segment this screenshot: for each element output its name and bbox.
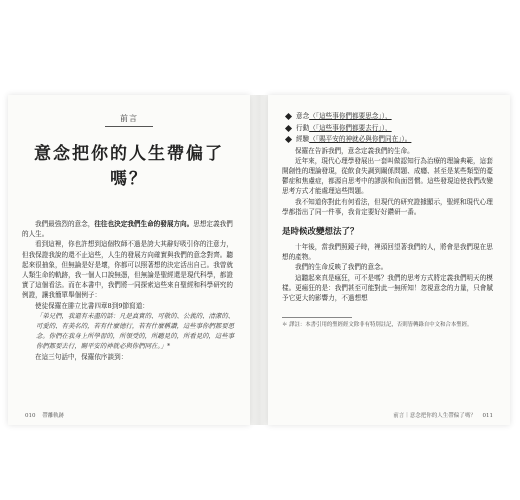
right-page-number: 011 [482, 413, 493, 419]
paragraph-1-start: 我們最強烈的意念， [35, 220, 95, 228]
right-paragraph-6: 這聽起來真是瘋狂，可不是嗎？我們的思考方式將定義我們明天的模樣。更瘋狂的是：我們甚至可能對此一無所知！忽視意念的力量，只會賦予它更大的影響力，不過想想 [282, 273, 493, 302]
paragraph-4: 在這三句話中，保羅依序談到： [35, 352, 128, 361]
left-running-head: 帶離軌跡 [42, 413, 65, 419]
scripture-quote [22, 311, 236, 352]
book-gutter [250, 95, 268, 425]
paragraph-1-emphasis: 往往也決定我們生命的發展方向。 [94, 220, 194, 228]
diamond-bullet-icon [285, 124, 292, 131]
paragraph-1-end: 思想定義我們的人生。 [22, 220, 233, 239]
list-item [282, 111, 496, 123]
chapter-divider [105, 126, 153, 127]
list-item-label: 經驗 [296, 135, 310, 143]
footnote: ＊ 譯註：本書引用的聖經經文除非有特別註記，否則皆轉錄自中文和合本聖經。 [282, 322, 473, 329]
section-heading: 是時候改變想法了？ [282, 226, 359, 237]
right-paragraph-2 [282, 156, 496, 197]
diamond-bullet-icon [285, 136, 292, 143]
right-page [268, 95, 510, 425]
paragraph-3: 使徒保羅在腓立比書四章8到9節寫道： [35, 301, 149, 310]
right-folio [393, 411, 498, 419]
paragraph-1 [22, 219, 236, 239]
list-item-label: 行動 [296, 123, 310, 132]
list-item-text: （「賜平安的神就必與你們同在」）。 [309, 135, 412, 143]
footnote-divider [282, 317, 352, 318]
triad-list [282, 111, 496, 146]
chapter-title: 意念把你的人生帶偏了嗎？ [34, 144, 224, 189]
left-folio [20, 411, 64, 419]
footnote-marker: * [167, 342, 171, 351]
right-paragraph-2-end: 這些發現迫使我們改變思考方式才能處理這些問題。 [282, 177, 493, 196]
scripture-quote-text: 「弟兄們，我還有未盡的話：凡是真實的、可敬的、公義的、清潔的、可愛的、有美名的，若有什麼德行，若有什麼稱讚，這些事你們都要思念。你們在我身上所學習的，所領受的，所聽見的，所看見的，這些事你們都要去行，賜平安的神就必與你們同在。」 [36, 311, 235, 351]
list-item-label: 意念 [296, 112, 310, 120]
right-paragraph-3: 我不知道你對此有何看法，但現代的研究證據顯示，聖經和現代心理學都指出了同一件事，我肯定要好好鑽研一番。 [282, 197, 493, 216]
left-page-number: 010 [25, 413, 36, 419]
right-paragraph-1: 保羅在告訴我們，意念定義我們的生命。 [295, 146, 414, 155]
chapter-label: 前言 [120, 114, 138, 123]
list-item-text: （「這些事你們都要去行」）， [309, 123, 392, 132]
left-page-content [22, 113, 236, 362]
left-page [8, 95, 250, 425]
right-running-head: 前言｜意念把你的人生帶偏了嗎？ [393, 413, 476, 419]
right-paragraph-5: 我們的生命反映了我們的意念。 [295, 263, 388, 272]
right-paragraph-2-start: 近年來，現代心理學發展出一套叫做認知行為治療的理論典範，這套開創性的理論發現，從飲食失調到關係問題、成癮、甚至是某些類型的憂鬱症和焦慮症，都源自思考中的謬誤和負面習慣。 [282, 156, 493, 186]
list-item [282, 123, 496, 135]
right-page-content [282, 111, 496, 329]
diamond-bullet-icon [285, 113, 292, 120]
list-item-text: （「這些事你們都要思念」）， [309, 112, 392, 120]
list-item [282, 134, 496, 146]
right-paragraph-4: 十年後，當我們照鏡子時，裡頭回望著我們的人，將會是我們現在思想的產物。 [282, 242, 493, 262]
paragraph-2: 看到這裡，你也許想到這個牧師不過是誇大其辭好吸引你的注意力，但我保證我說的還不止這些，人生的發展方向確實與我們的意念對齊。聽起來很抽象，但無論是好是壞，你都可以照著想的決定活出自己。我曾就人類生命的軌跡，我一個人口說無憑，但無論是聖經還是現代科學，都證實了這個看法。而在本書中，我們將一同探索這些來自聖經和科學研究的例證，讓我簡單舉個例子： [22, 240, 233, 300]
